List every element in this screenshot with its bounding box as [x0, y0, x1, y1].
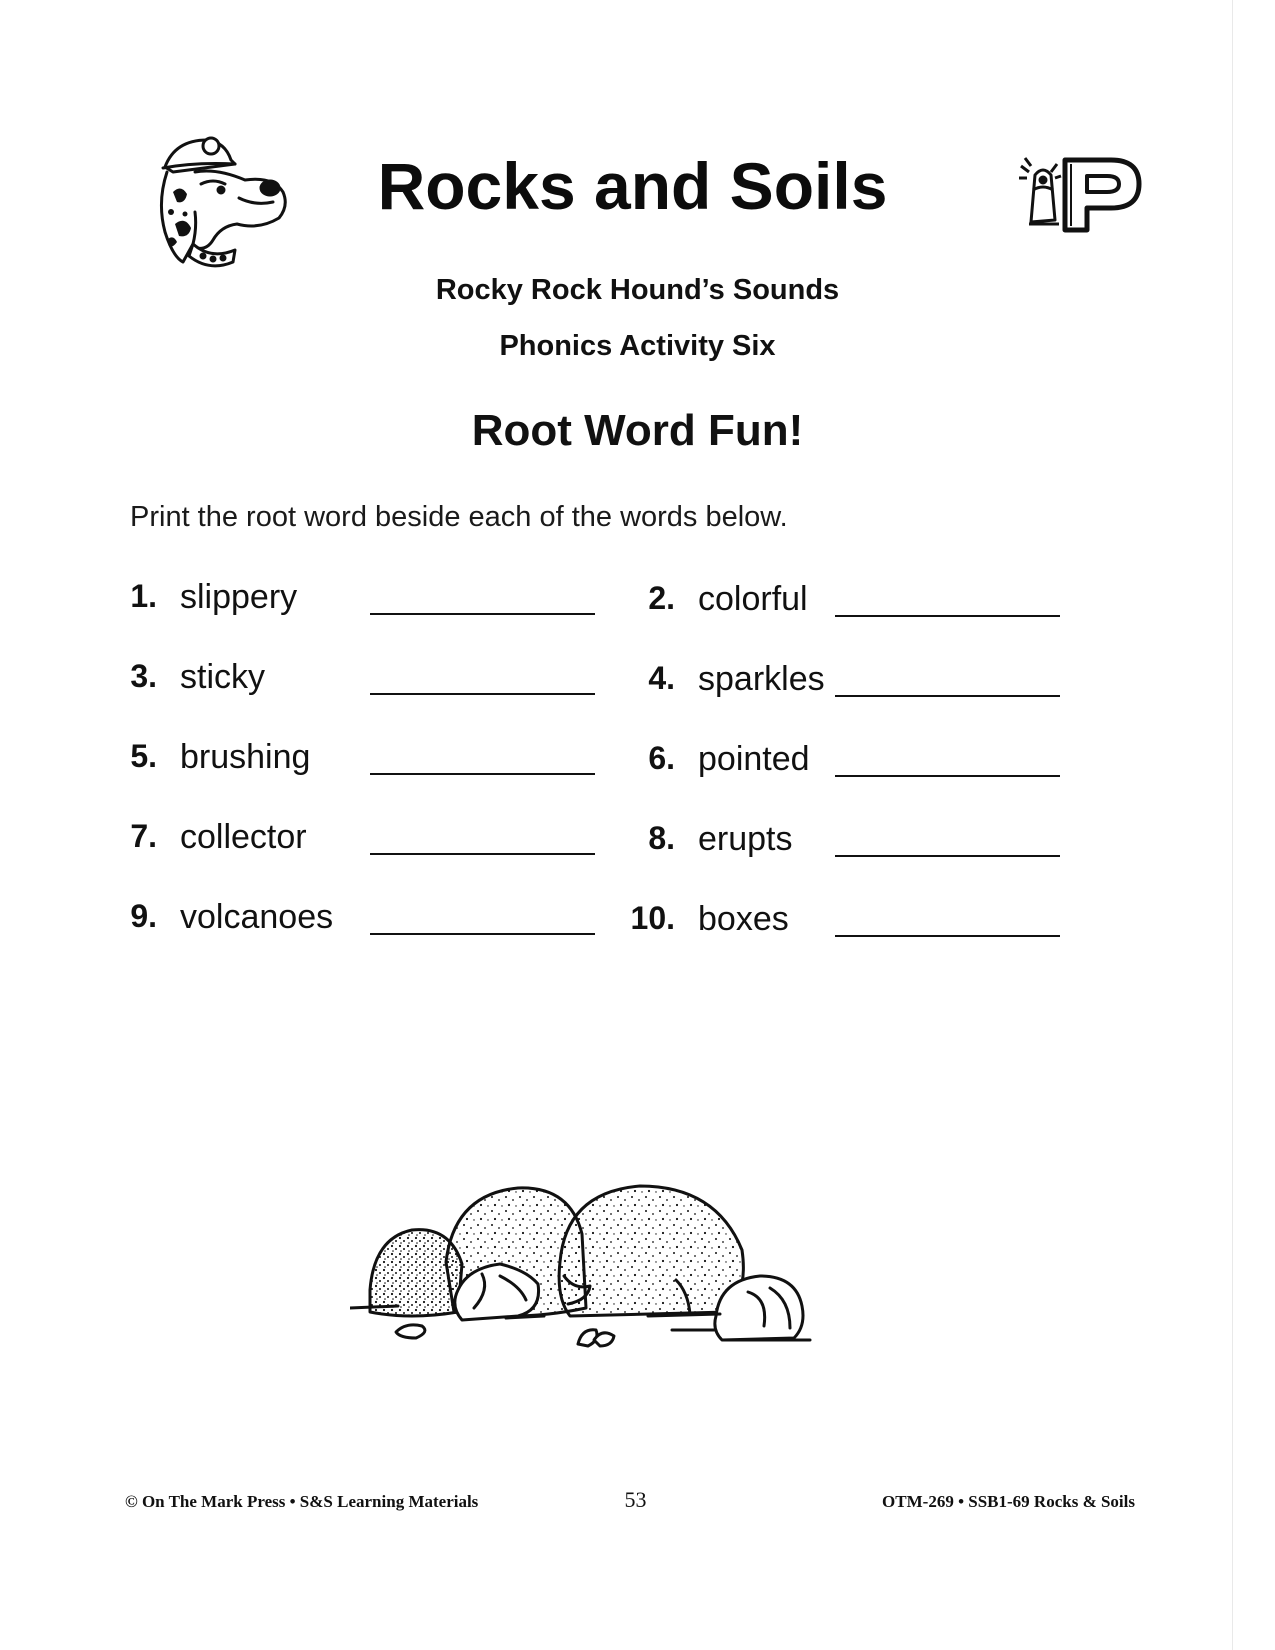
- worksheet-subtitle: Rocky Rock Hound’s Sounds: [435, 274, 840, 306]
- exercise-item-9: [125, 898, 595, 948]
- item-number: 1.: [130, 578, 157, 614]
- item-word: slippery: [180, 578, 298, 616]
- exercise-item-8: [643, 820, 1113, 870]
- item-word: boxes: [698, 900, 789, 938]
- item-word: sparkles: [698, 660, 825, 698]
- exercise-item-10: [630, 900, 1113, 950]
- exercise-item-5: [125, 738, 595, 788]
- footer-product-code: OTM-269 • SSB1-69 Rocks & Soils: [882, 1492, 1135, 1511]
- item-number: 8.: [648, 820, 675, 856]
- answer-blank[interactable]: [835, 775, 1060, 777]
- activity-number: Phonics Activity Six: [499, 330, 776, 362]
- item-word: sticky: [180, 658, 265, 696]
- page-edge: [1232, 0, 1233, 1650]
- answer-blank[interactable]: [835, 695, 1060, 697]
- exercise-item-2: [643, 580, 1113, 630]
- activity-title: Root Word Fun!: [471, 406, 804, 455]
- item-word: pointed: [698, 740, 810, 778]
- exercise-item-3: [125, 658, 595, 708]
- item-number: 7.: [130, 818, 157, 854]
- item-word: colorful: [698, 580, 808, 618]
- item-word: collector: [180, 818, 307, 856]
- page-title: Rocks and Soils: [377, 149, 888, 223]
- instructions: Print the root word beside each of the words below.: [130, 501, 788, 533]
- answer-blank[interactable]: [835, 935, 1060, 937]
- item-number: 10.: [630, 900, 675, 936]
- exercise-item-1: [125, 578, 595, 628]
- item-number: 5.: [130, 738, 157, 774]
- item-number: 9.: [130, 898, 157, 934]
- answer-blank[interactable]: [370, 773, 595, 775]
- answer-blank[interactable]: [370, 613, 595, 615]
- answer-blank[interactable]: [835, 855, 1060, 857]
- exercise-item-4: [643, 660, 1113, 710]
- answer-blank[interactable]: [370, 853, 595, 855]
- item-number: 4.: [648, 660, 675, 696]
- exercise-item-6: [643, 740, 1113, 790]
- answer-blank[interactable]: [370, 933, 595, 935]
- page-number: 53: [624, 1487, 647, 1512]
- rocks-illustration: [350, 1180, 860, 1380]
- item-number: 6.: [648, 740, 675, 776]
- answer-blank[interactable]: [370, 693, 595, 695]
- item-number: 3.: [130, 658, 157, 694]
- footer-copyright: © On The Mark Press • S&S Learning Materials: [125, 1492, 479, 1511]
- item-word: brushing: [180, 738, 311, 776]
- item-number: 2.: [648, 580, 675, 616]
- item-word: volcanoes: [180, 898, 334, 936]
- exercise-item-7: [125, 818, 595, 868]
- item-word: erupts: [698, 820, 793, 858]
- answer-blank[interactable]: [835, 615, 1060, 617]
